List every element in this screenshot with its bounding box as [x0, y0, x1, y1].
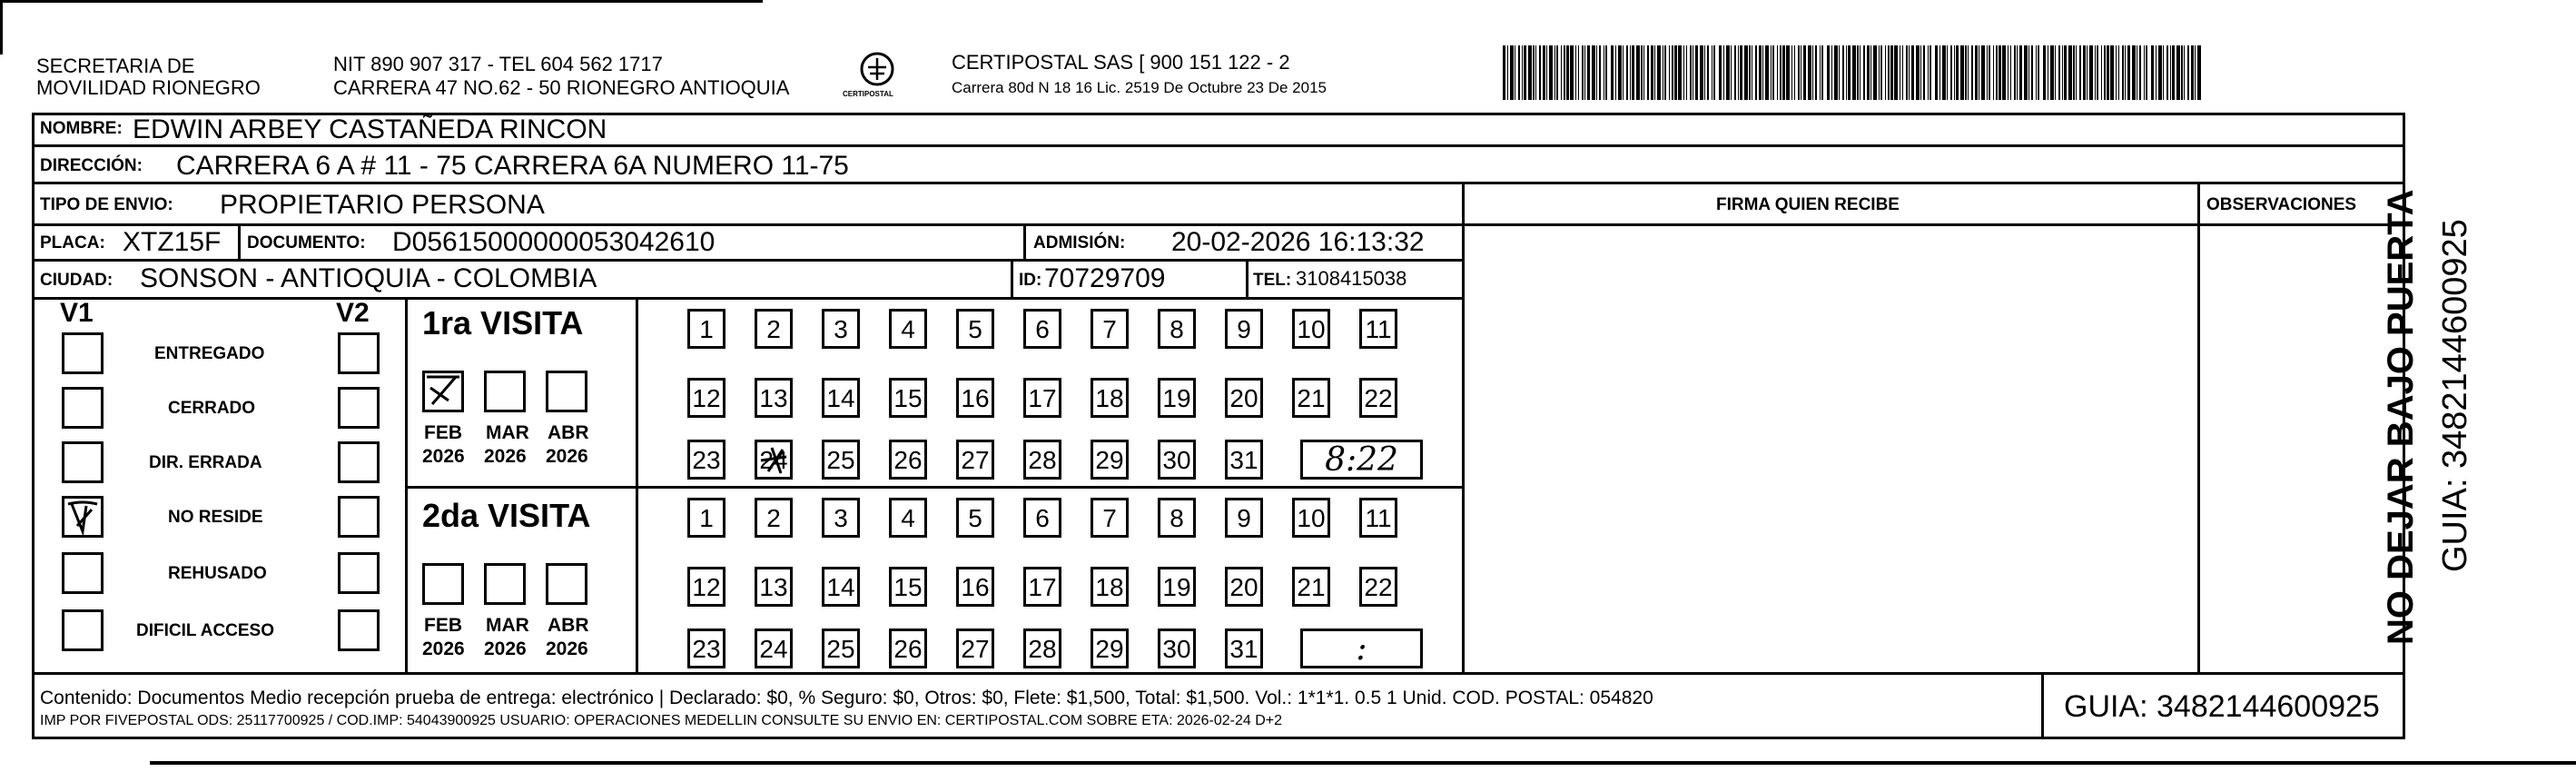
- visit-time-box[interactable]: 8:22: [1300, 440, 1423, 480]
- day-box[interactable]: 15: [889, 378, 927, 418]
- day-box[interactable]: 24: [755, 440, 793, 480]
- rule-v-tel: [1246, 259, 1249, 297]
- org-line-2: MOVILIDAD RIONEGRO: [36, 76, 261, 99]
- day-box[interactable]: 14: [822, 378, 860, 418]
- certipostal-logo-icon: [857, 51, 897, 91]
- day-box[interactable]: 16: [956, 567, 994, 607]
- v2-checkbox[interactable]: [338, 441, 380, 483]
- day-box[interactable]: 4: [889, 309, 927, 349]
- day-box[interactable]: 3: [822, 309, 860, 349]
- rule-v-obs: [2197, 182, 2200, 672]
- day-box[interactable]: 31: [1225, 440, 1263, 480]
- rule-4: [32, 259, 1465, 262]
- status-option-label: CERRADO: [168, 399, 256, 418]
- month-label: FEB: [424, 615, 462, 636]
- day-box[interactable]: 17: [1023, 378, 1061, 418]
- status-option-label: ENTREGADO: [154, 344, 265, 363]
- day-box[interactable]: 17: [1023, 567, 1061, 607]
- year-label: 2026: [546, 638, 588, 659]
- day-box[interactable]: 8: [1158, 498, 1196, 538]
- visit-divider: [405, 486, 1465, 489]
- documento-value: D05615000000053042610: [392, 227, 716, 257]
- v2-checkbox[interactable]: [338, 496, 380, 538]
- tel-value: 3108415038: [1296, 267, 1407, 290]
- day-box[interactable]: 25: [822, 628, 860, 668]
- v1-checkbox[interactable]: [62, 552, 104, 594]
- month-checkbox[interactable]: [422, 563, 464, 605]
- rule-5: [32, 297, 1465, 300]
- status-option-label: REHUSADO: [168, 564, 267, 583]
- day-box[interactable]: 28: [1023, 628, 1061, 668]
- rule-v-status: [405, 297, 408, 672]
- day-box[interactable]: 11: [1359, 498, 1397, 538]
- v2-checkbox[interactable]: [338, 552, 380, 594]
- placa-label: PLACA:: [40, 233, 105, 252]
- scan-edge-top: [0, 0, 763, 3]
- month-label: ABR: [548, 422, 589, 443]
- v2-label: V2: [336, 298, 370, 328]
- day-box[interactable]: 12: [687, 378, 725, 418]
- day-box[interactable]: 26: [889, 440, 927, 480]
- day-box[interactable]: 31: [1225, 628, 1263, 668]
- rule-1: [32, 144, 2405, 147]
- rule-v-guia: [2041, 672, 2044, 739]
- day-box[interactable]: 16: [956, 378, 994, 418]
- day-box[interactable]: 9: [1225, 309, 1263, 349]
- side-notice: NO DEJAR BAJO PUERTA: [2381, 189, 2421, 645]
- carrier-line-2: Carrera 80d N 18 16 Lic. 2519 De Octubre 23 De 2015: [952, 79, 1327, 96]
- day-box[interactable]: 21: [1292, 378, 1330, 418]
- id-label: ID:: [1019, 271, 1042, 290]
- rule-3: [32, 223, 2405, 226]
- content-line: Contenido: Documentos Medio recepción prueba de entrega: electrónico | Declarado: $0, % Seguro: $0, Otros: $0, Flete: $1,500, Total: $1,500. Vol.: 1*1*1. 0.5 1 Unid. COD. POSTAL: 054820: [40, 688, 1653, 708]
- day-box[interactable]: 29: [1091, 440, 1129, 480]
- day-box[interactable]: 13: [755, 378, 793, 418]
- day-box[interactable]: 11: [1359, 309, 1397, 349]
- v1-checkbox[interactable]: [62, 332, 104, 374]
- day-box[interactable]: 30: [1158, 440, 1196, 480]
- tel-label: TEL:: [1253, 271, 1292, 290]
- day-box[interactable]: 1: [687, 498, 725, 538]
- nombre-label: NOMBRE:: [40, 119, 123, 138]
- day-box[interactable]: 6: [1023, 498, 1061, 538]
- day-box[interactable]: 19: [1158, 567, 1196, 607]
- day-box[interactable]: 18: [1091, 567, 1129, 607]
- day-box[interactable]: 8: [1158, 309, 1196, 349]
- month-checkbox[interactable]: [484, 563, 526, 605]
- tipo-label: TIPO DE ENVIO:: [40, 195, 173, 214]
- v1-checkbox[interactable]: [62, 496, 104, 538]
- admision-label: ADMISIÓN:: [1033, 233, 1126, 252]
- month-label: FEB: [424, 422, 462, 443]
- day-box[interactable]: 19: [1158, 378, 1196, 418]
- month-label: MAR: [486, 615, 529, 636]
- day-box[interactable]: 12: [687, 567, 725, 607]
- scan-edge-left: [0, 0, 3, 54]
- day-box[interactable]: 4: [889, 498, 927, 538]
- side-guia: GUIA: 3482144600925: [2436, 219, 2474, 572]
- direccion-value: CARRERA 6 A # 11 - 75 CARRERA 6A NUMERO 11-75: [176, 151, 849, 181]
- year-label: 2026: [484, 446, 527, 467]
- day-box[interactable]: 28: [1023, 440, 1061, 480]
- month-label: MAR: [486, 422, 529, 443]
- direccion-label: DIRECCIÓN:: [40, 156, 143, 175]
- status-option-label: DIFICIL ACCESO: [136, 621, 275, 640]
- rule-v-admision: [1023, 223, 1026, 259]
- month-label: ABR: [548, 615, 589, 636]
- visit-title: 2da VISITA: [422, 497, 591, 534]
- day-box[interactable]: 5: [956, 309, 994, 349]
- day-box[interactable]: 10: [1292, 498, 1330, 538]
- year-label: 2026: [422, 446, 465, 467]
- placa-value: XTZ15F: [123, 227, 222, 257]
- barcode: [1503, 45, 2206, 100]
- day-box[interactable]: 18: [1091, 378, 1129, 418]
- admision-value: 20-02-2026 16:13:32: [1171, 227, 1425, 257]
- day-box[interactable]: 21: [1292, 567, 1330, 607]
- v1-checkbox[interactable]: [62, 441, 104, 483]
- day-box[interactable]: 29: [1091, 628, 1129, 668]
- day-box[interactable]: 2: [755, 498, 793, 538]
- month-checkbox[interactable]: [422, 371, 464, 412]
- day-box[interactable]: 27: [956, 440, 994, 480]
- month-checkbox[interactable]: [484, 371, 526, 412]
- tipo-value: PROPIETARIO PERSONA: [220, 190, 545, 220]
- rule-2: [32, 182, 2405, 184]
- rule-v-placa: [238, 223, 241, 259]
- day-box[interactable]: 23: [687, 440, 725, 480]
- day-box[interactable]: 30: [1158, 628, 1196, 668]
- day-box[interactable]: 9: [1225, 498, 1263, 538]
- day-box[interactable]: 5: [956, 498, 994, 538]
- v1-checkbox[interactable]: [62, 387, 104, 429]
- day-box[interactable]: 22: [1359, 567, 1397, 607]
- imp-line: IMP POR FIVEPOSTAL ODS: 25117700925 / COD.IMP: 54043900925 USUARIO: OPERACIONES MEDELLIN CONSULTE SU ENVIO EN: CERTIPOSTAL.COM SOBRE ETA: 2026-02-24 D+2: [40, 713, 1283, 728]
- barcode-bar: [2201, 45, 2203, 100]
- day-box[interactable]: 13: [755, 567, 793, 607]
- day-box[interactable]: 10: [1292, 309, 1330, 349]
- status-option-label: NO RESIDE: [168, 508, 263, 527]
- nombre-value: EDWIN ARBEY CASTAÑEDA RINCON: [133, 114, 607, 144]
- visit-time-box[interactable]: :: [1300, 628, 1423, 668]
- observaciones-label: OBSERVACIONES: [2206, 195, 2357, 214]
- nit-line: NIT 890 907 317 - TEL 604 562 1717: [333, 53, 663, 75]
- scan-edge-bottom: [150, 761, 2576, 765]
- day-box[interactable]: 27: [956, 628, 994, 668]
- rule-v-days: [636, 297, 638, 672]
- firma-label: FIRMA QUIEN RECIBE: [1716, 195, 1900, 214]
- day-box[interactable]: 15: [889, 567, 927, 607]
- address-line: CARRERA 47 NO.62 - 50 RIONEGRO ANTIOQUIA: [333, 76, 790, 99]
- year-label: 2026: [484, 638, 527, 659]
- day-box[interactable]: 14: [822, 567, 860, 607]
- month-checkbox[interactable]: [546, 563, 587, 605]
- day-box[interactable]: 26: [889, 628, 927, 668]
- id-value: 70729709: [1044, 263, 1166, 293]
- day-box[interactable]: 1: [687, 309, 725, 349]
- rule-6: [32, 672, 2405, 675]
- year-label: 2026: [422, 638, 465, 659]
- documento-label: DOCUMENTO:: [247, 233, 366, 252]
- day-box[interactable]: 22: [1359, 378, 1397, 418]
- rule-v-id: [1011, 259, 1013, 297]
- visit-title: 1ra VISITA: [422, 304, 584, 341]
- ciudad-label: CIUDAD:: [40, 271, 114, 290]
- logo-text: CERTIPOSTAL: [843, 90, 893, 98]
- v1-checkbox[interactable]: [62, 609, 104, 651]
- v1-label: V1: [60, 298, 94, 328]
- carrier-line-1: CERTIPOSTAL SAS [ 900 151 122 - 2: [952, 51, 1290, 74]
- guia-box: GUIA: 3482144600925: [2064, 689, 2380, 724]
- v2-checkbox[interactable]: [338, 387, 380, 429]
- day-box[interactable]: 24: [755, 628, 793, 668]
- day-box[interactable]: 20: [1225, 567, 1263, 607]
- status-option-label: DIR. ERRADA: [149, 453, 262, 472]
- day-box[interactable]: 20: [1225, 378, 1263, 418]
- day-box[interactable]: 23: [687, 628, 725, 668]
- ciudad-value: SONSON - ANTIOQUIA - COLOMBIA: [140, 263, 597, 293]
- day-box[interactable]: 7: [1091, 309, 1129, 349]
- day-box[interactable]: 7: [1091, 498, 1129, 538]
- year-label: 2026: [546, 446, 588, 467]
- day-box[interactable]: 6: [1023, 309, 1061, 349]
- v2-checkbox[interactable]: [338, 609, 380, 651]
- day-box[interactable]: 2: [755, 309, 793, 349]
- month-checkbox[interactable]: [546, 371, 587, 412]
- org-line-1: SECRETARIA DE: [36, 54, 195, 77]
- rule-v-firma: [1462, 182, 1465, 672]
- v2-checkbox[interactable]: [338, 332, 380, 374]
- day-box[interactable]: 3: [822, 498, 860, 538]
- day-box[interactable]: 25: [822, 440, 860, 480]
